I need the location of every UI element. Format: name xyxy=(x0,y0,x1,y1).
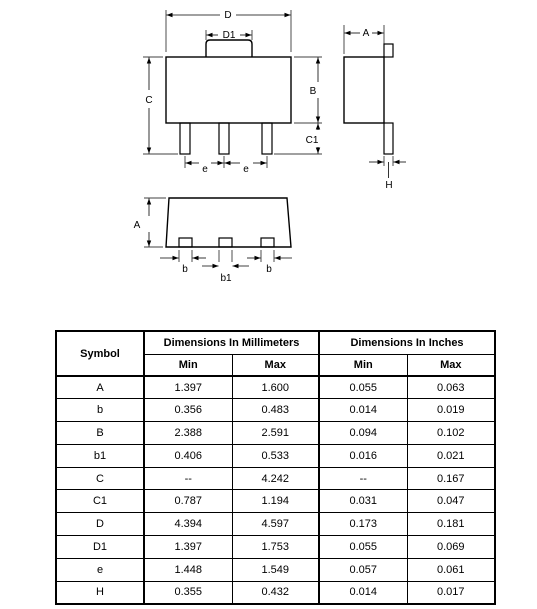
top-view xyxy=(166,40,291,154)
inch-min-cell: 0.055 xyxy=(319,376,407,399)
label-A-front: A xyxy=(133,220,141,231)
inch-min-cell: 0.031 xyxy=(319,490,407,513)
inch-min-cell: 0.055 xyxy=(319,536,407,559)
inch-min-cell: -- xyxy=(319,467,407,490)
mm-max-cell: 4.597 xyxy=(232,513,319,536)
mm-max-cell: 2.591 xyxy=(232,422,319,445)
symbol-cell: e xyxy=(56,558,144,581)
mm-min-cell: 0.406 xyxy=(144,444,232,467)
table-row xyxy=(56,399,495,422)
label-b-left: b xyxy=(182,264,188,275)
label-b1: b1 xyxy=(220,273,232,284)
inch-max-cell: 0.017 xyxy=(407,581,495,604)
lead-3 xyxy=(262,123,272,154)
mm-min-cell: 4.394 xyxy=(144,513,232,536)
table-row xyxy=(56,513,495,536)
symbol-cell: D1 xyxy=(56,536,144,559)
package-body-side xyxy=(344,57,384,123)
label-e-right: e xyxy=(243,164,249,175)
mm-max-cell: 1.549 xyxy=(232,558,319,581)
mm-min-cell: -- xyxy=(144,467,232,490)
symbol-cell: B xyxy=(56,422,144,445)
mm-min-cell: 1.448 xyxy=(144,558,232,581)
table-row xyxy=(56,444,495,467)
mm-max-header: Max xyxy=(232,354,319,376)
inch-group-header: Dimensions In Inches xyxy=(319,331,495,354)
mm-max-cell: 4.242 xyxy=(232,467,319,490)
inch-min-cell: 0.173 xyxy=(319,513,407,536)
mm-max-cell: 1.194 xyxy=(232,490,319,513)
symbol-cell: C1 xyxy=(56,490,144,513)
symbol-cell: A xyxy=(56,376,144,399)
label-C: C xyxy=(145,95,153,106)
label-D: D xyxy=(224,10,232,21)
inch-min-cell: 0.057 xyxy=(319,558,407,581)
symbol-header: Symbol xyxy=(56,331,144,376)
table-row xyxy=(56,376,495,399)
package-body-top xyxy=(166,57,291,123)
table-row xyxy=(56,490,495,513)
mm-max-cell: 0.483 xyxy=(232,399,319,422)
inch-max-cell: 0.021 xyxy=(407,444,495,467)
lead-2 xyxy=(219,123,229,154)
front-lead-1 xyxy=(179,238,192,247)
label-b-right: b xyxy=(266,264,272,275)
table-row xyxy=(56,558,495,581)
inch-max-cell: 0.069 xyxy=(407,536,495,559)
symbol-cell: D xyxy=(56,513,144,536)
inch-min-cell: 0.014 xyxy=(319,399,407,422)
front-lead-3 xyxy=(261,238,274,247)
inch-max-cell: 0.167 xyxy=(407,467,495,490)
side-view xyxy=(344,44,393,154)
mm-group-header: Dimensions In Millimeters xyxy=(144,331,319,354)
mm-max-cell: 1.753 xyxy=(232,536,319,559)
inch-max-cell: 0.181 xyxy=(407,513,495,536)
inch-max-cell: 0.063 xyxy=(407,376,495,399)
label-B: B xyxy=(309,86,317,97)
mm-min-cell: 1.397 xyxy=(144,376,232,399)
inch-min-header: Min xyxy=(319,354,407,376)
symbol-cell: C xyxy=(56,467,144,490)
label-D1: D1 xyxy=(222,30,236,41)
table-row xyxy=(56,422,495,445)
mm-min-cell: 0.355 xyxy=(144,581,232,604)
side-lead xyxy=(384,123,393,154)
side-tab xyxy=(384,44,393,57)
symbol-cell: H xyxy=(56,581,144,604)
front-lead-2 xyxy=(219,238,232,247)
label-C1: C1 xyxy=(305,135,319,146)
package-body-front xyxy=(166,198,291,247)
inch-max-cell: 0.047 xyxy=(407,490,495,513)
lead-1 xyxy=(180,123,190,154)
table-row xyxy=(56,536,495,559)
inch-min-cell: 0.094 xyxy=(319,422,407,445)
table-row xyxy=(56,581,495,604)
label-A-side: A xyxy=(362,28,370,39)
front-view xyxy=(166,198,291,247)
inch-max-cell: 0.061 xyxy=(407,558,495,581)
table-row xyxy=(56,467,495,490)
label-H: H xyxy=(385,180,393,191)
mm-min-cell: 0.787 xyxy=(144,490,232,513)
mm-min-header: Min xyxy=(144,354,232,376)
mm-max-cell: 1.600 xyxy=(232,376,319,399)
mm-min-cell: 2.388 xyxy=(144,422,232,445)
inch-max-cell: 0.019 xyxy=(407,399,495,422)
symbol-cell: b xyxy=(56,399,144,422)
mm-max-cell: 0.533 xyxy=(232,444,319,467)
inch-min-cell: 0.016 xyxy=(319,444,407,467)
dimensions-table xyxy=(55,330,496,605)
mm-max-cell: 0.432 xyxy=(232,581,319,604)
label-e-left: e xyxy=(202,164,208,175)
mm-min-cell: 0.356 xyxy=(144,399,232,422)
mm-min-cell: 1.397 xyxy=(144,536,232,559)
top-tab xyxy=(206,40,252,57)
inch-max-cell: 0.102 xyxy=(407,422,495,445)
inch-min-cell: 0.014 xyxy=(319,581,407,604)
symbol-cell: b1 xyxy=(56,444,144,467)
inch-max-header: Max xyxy=(407,354,495,376)
